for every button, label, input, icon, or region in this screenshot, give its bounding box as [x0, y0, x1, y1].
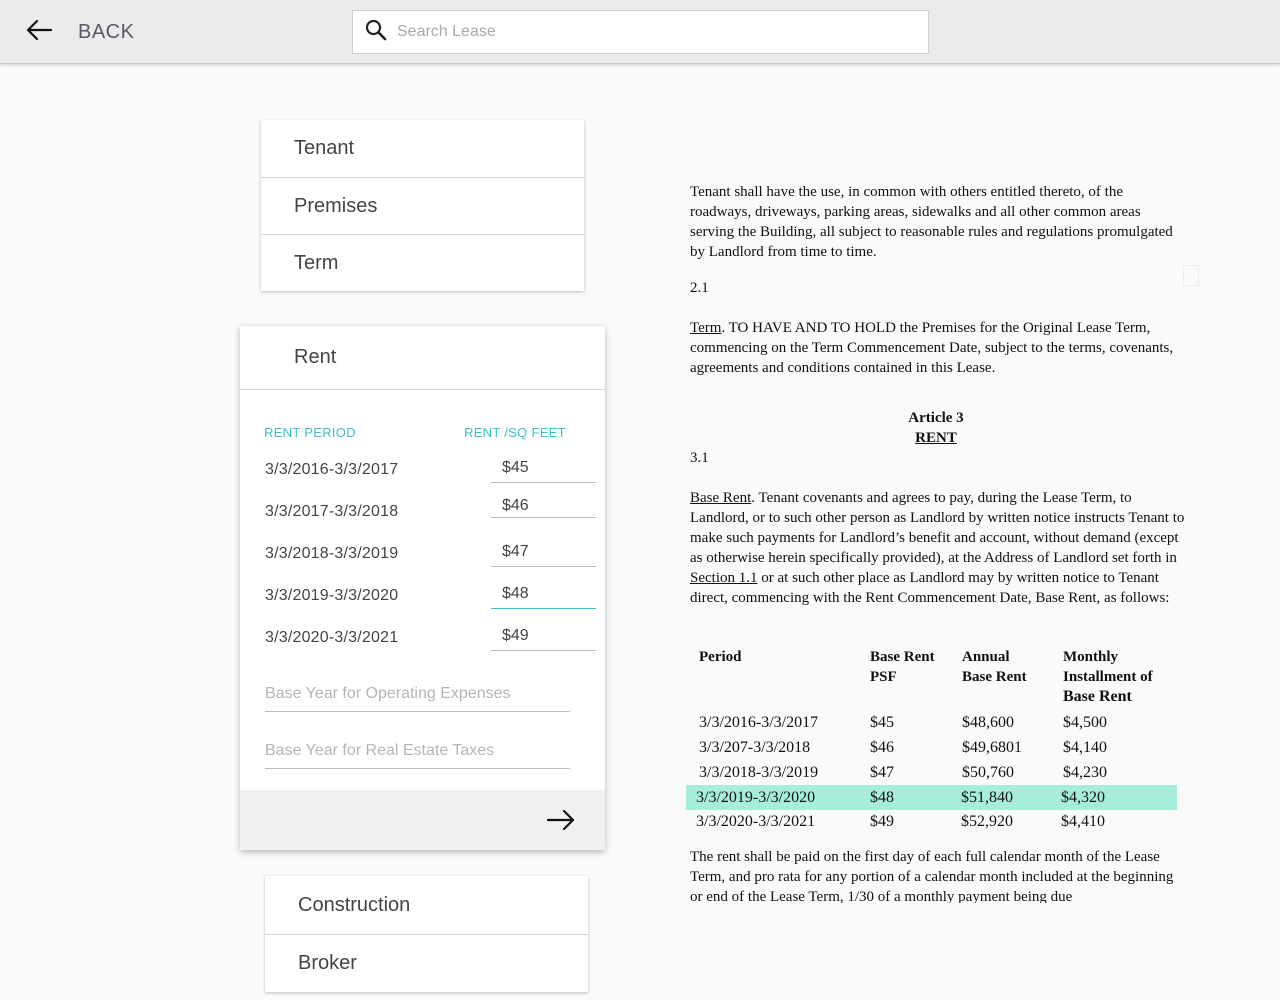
arrow-right-icon — [545, 823, 577, 840]
base-year-real-estate-taxes-input[interactable] — [265, 733, 570, 769]
rent-sqft-input[interactable] — [491, 537, 596, 567]
rent-period: 3/3/2019-3/3/2020 — [265, 587, 399, 604]
doc-paragraph-common-areas: Tenant shall have the use, in common with others entitled thereto, of the roadways, driveways, parking areas, sidewalks and all other common areas serving the Building, all subject to reasonable rules and regulations promulgated by Landlord from time to time. — [690, 184, 1173, 260]
section-broker[interactable]: Broker — [298, 952, 357, 974]
table-row-highlighted: 3/3/2019-3/3/2020 $48 $51,840 $4,320 — [686, 785, 1177, 810]
section-list-bottom — [265, 876, 588, 992]
rent-row — [265, 621, 572, 661]
section-link[interactable]: Section 1.1 — [690, 570, 758, 586]
rent-row — [265, 579, 572, 619]
rent-sqft-column-header: RENT /SQ FEET — [464, 425, 566, 440]
search-input[interactable] — [397, 23, 897, 41]
rent-sqft-input[interactable] — [491, 579, 596, 609]
doc-section-number: 2.1 — [690, 280, 709, 296]
rent-row — [265, 537, 572, 577]
rent-sqft-input[interactable] — [491, 621, 596, 651]
scroll-marker — [1183, 265, 1199, 286]
rent-period: 3/3/2016-3/3/2017 — [265, 461, 399, 478]
base-rent-text-b: or at such other place as Landlord may by written notice to Tenant direct, commencing with the Rent Commencement Date, Base Rent, as follows: — [690, 570, 1170, 606]
article-heading: Article 3 — [908, 410, 964, 426]
doc-section-number: 3.1 — [690, 450, 709, 466]
rent-sqft-input[interactable] — [491, 453, 596, 483]
top-bar — [0, 0, 1280, 64]
section-tenant[interactable]: Tenant — [261, 120, 584, 178]
search-icon — [353, 19, 387, 46]
table-header-psf: Base Rent PSF — [870, 649, 935, 685]
article-title-text: RENT — [915, 430, 957, 446]
rent-period-column-header: RENT PERIOD — [264, 425, 356, 440]
table-header-monthly: Monthly Installment of Base Rent — [1063, 649, 1153, 705]
back-arrow-icon — [24, 15, 54, 50]
rent-sqft-input[interactable] — [491, 495, 596, 518]
table-header-annual: Annual Base Rent — [962, 649, 1027, 685]
section-premises[interactable]: Premises — [261, 178, 584, 235]
search-box[interactable] — [352, 10, 929, 54]
next-button[interactable] — [545, 804, 577, 836]
section-construction[interactable]: Construction — [265, 876, 588, 935]
rent-period: 3/3/2017-3/3/2018 — [265, 503, 399, 520]
table-row: 3/3/2018-3/3/2019 $47 $50,760 $4,230 — [699, 764, 1107, 781]
rent-card-footer — [240, 790, 605, 850]
back-label: BACK — [78, 20, 135, 43]
doc-paragraph-term — [690, 318, 1185, 378]
base-year-operating-expenses-input[interactable] — [265, 676, 570, 712]
table-header-period: Period — [699, 649, 742, 665]
rent-row — [265, 495, 572, 535]
term-text: . TO HAVE AND TO HOLD the Premises for the Original Lease Term, commencing on the Term Commencement Date, subject to the terms, covenants, agreements and conditions contained in this Lease. — [690, 320, 1174, 376]
base-rent-heading: Base Rent — [690, 490, 752, 506]
table-row: 3/3/2016-3/3/2017 $45 $48,600 $4,500 — [699, 714, 1107, 731]
rent-section-card — [240, 326, 605, 850]
table-row: 3/3/207-3/3/2018 $46 $49,6801 $4,140 — [699, 739, 1107, 756]
rent-row — [265, 453, 572, 493]
doc-paragraph-base-rent — [690, 488, 1185, 608]
doc-paragraph-rent-payment: The rent shall be paid on the first day of each full calendar month of the Lease Term, and pro rata for any portion of a calendar month included at the beginning or end of the Lease Term, 1/30 of a monthly payment being due — [690, 849, 1174, 903]
section-term[interactable]: Term — [294, 251, 339, 274]
rent-period: 3/3/2020-3/3/2021 — [265, 629, 399, 646]
rent-section-title[interactable]: Rent — [240, 326, 605, 390]
back-button[interactable] — [24, 16, 134, 48]
rent-period: 3/3/2018-3/3/2019 — [265, 545, 399, 562]
term-heading: Term — [690, 320, 722, 336]
section-list-top — [261, 120, 584, 291]
base-rent-text-a: . Tenant covenants and agrees to pay, during the Lease Term, to Landlord, or to such other person as Landlord by written notice instructs Tenant to make such payments for Landlord’s benefit and account, without demand (except as otherwise herein specifically provided), at the Address of Landlord set forth in — [690, 490, 1185, 566]
table-row: 3/3/2020-3/3/2021 $49 $52,920 $4,410 — [696, 813, 1105, 830]
article-title — [690, 428, 1182, 448]
